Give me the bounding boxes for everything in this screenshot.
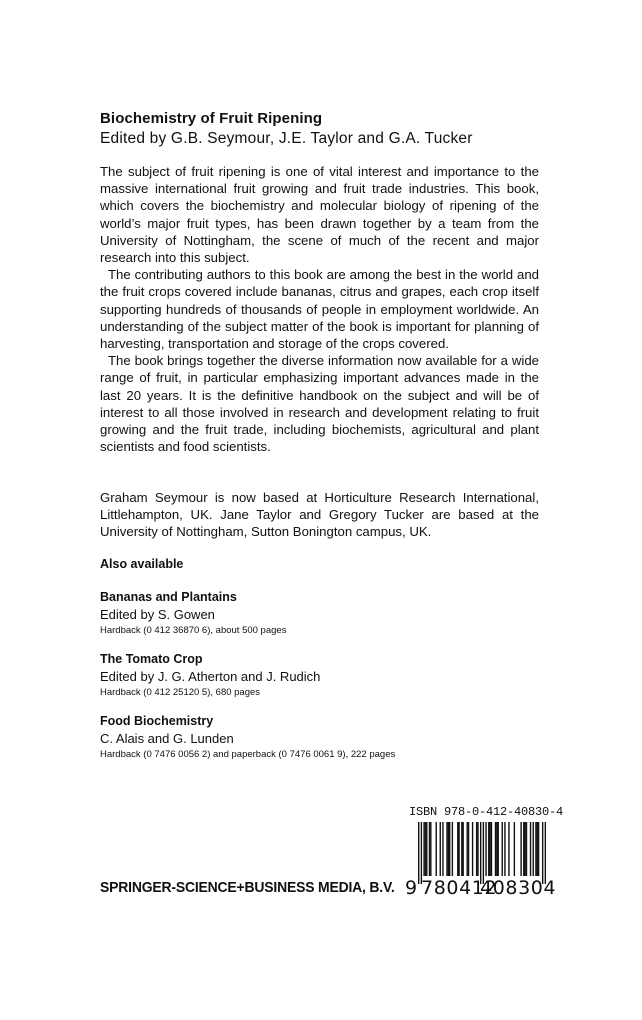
publisher-name: SPRINGER-SCIENCE+BUSINESS MEDIA, B.V. bbox=[100, 879, 395, 896]
barcode-bar bbox=[535, 822, 536, 876]
barcode-bar bbox=[496, 822, 497, 876]
barcode-bar bbox=[526, 822, 527, 876]
barcode-bar bbox=[523, 822, 524, 876]
barcode-bar bbox=[467, 822, 468, 876]
barcode-bar bbox=[418, 822, 419, 884]
barcode-bar bbox=[458, 822, 459, 876]
related-book-editors: C. Alais and G. Lunden bbox=[100, 731, 234, 746]
barcode-bar bbox=[497, 822, 498, 876]
barcode-bar bbox=[485, 822, 486, 876]
related-book-editors: Edited by J. G. Atherton and J. Rudich bbox=[100, 669, 321, 684]
barcode-bar bbox=[514, 822, 515, 876]
related-book-title: Bananas and Plantains bbox=[100, 590, 237, 604]
barcode-bar bbox=[446, 822, 447, 876]
also-available-book bbox=[100, 713, 395, 763]
barcode-bar bbox=[530, 822, 531, 876]
related-book-editors: Edited by S. Gowen bbox=[100, 607, 215, 622]
isbn-barcode bbox=[418, 822, 546, 884]
barcode-bar bbox=[426, 822, 427, 876]
barcode-bar bbox=[430, 822, 431, 876]
barcode-bar bbox=[542, 822, 543, 884]
related-book-title: The Tomato Crop bbox=[100, 652, 203, 666]
barcode-bar bbox=[524, 822, 525, 876]
barcode-bar bbox=[423, 822, 424, 876]
barcode-bar bbox=[472, 822, 473, 876]
description-paragraph: The book brings together the diverse information now available for a wide range of fruit, in particular emphasizing important advances made in the last 20 years. It is the definitive handbook on the subject and will be of interest to all those involved in research and development relating to fruit growing and the fruit trade, including biochemists, agricultural and plant scientists and food scientists. bbox=[100, 353, 539, 455]
barcode-bar bbox=[449, 822, 450, 876]
barcode-bar bbox=[457, 822, 458, 876]
barcode-bar bbox=[440, 822, 441, 876]
book-title: Biochemistry of Fruit Ripening bbox=[100, 110, 323, 127]
barcode-bar bbox=[491, 822, 492, 876]
barcode-bar bbox=[483, 822, 484, 884]
also-available-book bbox=[100, 589, 286, 639]
description-paragraph: The subject of fruit ripening is one of vital interest and importance to the massive international fruit growing and fruit trade industries. This book, which covers the biochemistry and molecular biology of ripening of the world’s major fruit types, has been drawn together by a team from the University of Nottingham, the scene of much of the recent and major research into this subject. bbox=[100, 164, 539, 266]
book-editors: Edited by G.B. Seymour, J.E. Taylor and G.A. Tucker bbox=[100, 130, 473, 147]
barcode-bar bbox=[421, 822, 422, 884]
barcode-bar bbox=[461, 822, 462, 876]
also-available-heading: Also available bbox=[100, 557, 184, 571]
barcode-digit-group-right: 408304 bbox=[480, 877, 557, 899]
barcode-lead-digit: 9 bbox=[405, 877, 418, 899]
barcode-bar bbox=[448, 822, 449, 876]
barcode-bar bbox=[462, 822, 463, 876]
also-available-book bbox=[100, 651, 320, 701]
description bbox=[100, 163, 539, 455]
barcode-bar bbox=[538, 822, 539, 876]
related-book-details: Hardback (0 412 36870 6), about 500 pages bbox=[100, 625, 287, 636]
barcode-bar bbox=[508, 822, 509, 876]
barcode-bar bbox=[489, 822, 490, 876]
barcode-bar bbox=[520, 822, 521, 876]
related-book-title: Food Biochemistry bbox=[100, 714, 214, 728]
description-paragraph: The contributing authors to this book are among the best in the world and the fruit crops covered include bananas, citrus and grapes, each crop itself supporting hundreds of thousands of people in employment worldwide. An understanding of the subject matter of the book is important for planning of harvesting, transportation and storage of the crops covered. bbox=[100, 267, 539, 352]
barcode-bar bbox=[452, 822, 453, 876]
barcode-bar bbox=[468, 822, 469, 876]
barcode-bar bbox=[533, 822, 534, 876]
barcode-bar bbox=[436, 822, 437, 876]
barcode-digit-group-left: 780412 bbox=[421, 877, 498, 899]
author-note: Graham Seymour is now based at Horticulture Research International, Littlehampton, UK. Jane Taylor and Gregory Tucker are based at the University of Nottingham, Sutton Bonington campus, UK. bbox=[100, 490, 539, 540]
related-book-details: Hardback (0 412 25120 5), 680 pages bbox=[100, 687, 261, 698]
barcode-bar bbox=[480, 822, 481, 884]
barcode-bar bbox=[442, 822, 443, 876]
barcode-bar bbox=[502, 822, 503, 876]
barcode-bar bbox=[537, 822, 538, 876]
barcode-bar bbox=[477, 822, 478, 876]
barcode-bar bbox=[488, 822, 489, 876]
barcode-bar bbox=[429, 822, 430, 876]
isbn-label: ISBN 978-0-412-40830-4 bbox=[409, 805, 564, 819]
barcode-bar bbox=[495, 822, 496, 876]
barcode-bar bbox=[545, 822, 546, 884]
barcode-bar bbox=[504, 822, 505, 876]
barcode-bar bbox=[476, 822, 477, 876]
related-book-details: Hardback (0 7476 0056 2) and paperback (0 7476 0061 9), 222 pages bbox=[100, 749, 396, 760]
barcode-bar bbox=[425, 822, 426, 876]
